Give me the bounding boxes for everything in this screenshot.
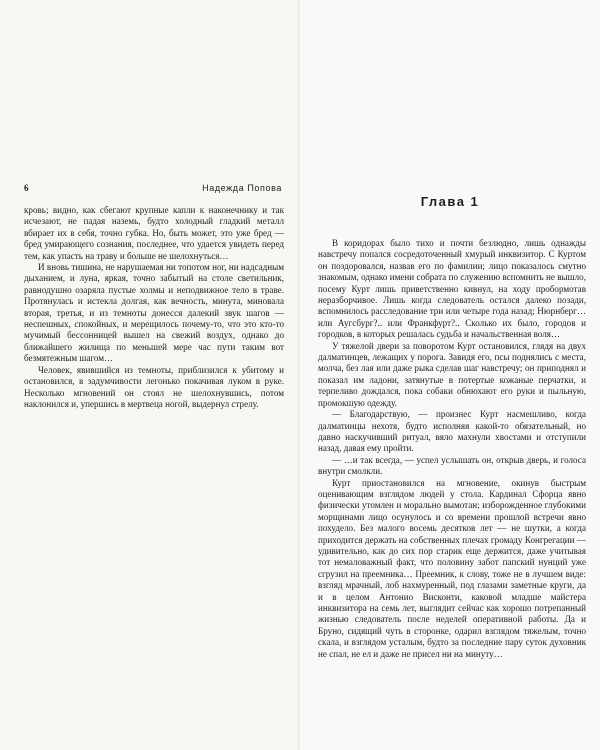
chapter-title: Глава 1 <box>420 194 480 209</box>
paragraph: У тяжелой двери за поворотом Курт остановился, глядя на двух далматинцев, лежащих у порога. Завидя его, псы поднялись с места, молча, без лая или даже рыка сделав шаг навстречу; он приподнял и показал им ладони, затянутые в потертые кожаные перчатки, и терпеливо дождался, пока собаки обнюхают его руки и пыльную, промокшую одежду. <box>318 340 586 408</box>
paragraph: Человек, явившийся из темноты, приблизился к убитому и остановился, в задумчивости легонько покачивая луком в руке. Несколько мгновений он стоял не шелохнувшись, потом наклонился и, упершись в мертвеца ногой, выдернул стрелу. <box>24 364 284 409</box>
paragraph: — …и так всегда, — успел услышать он, открыв дверь, и голоса внутри смолкли. <box>318 454 586 477</box>
running-head <box>24 183 282 197</box>
paragraph: В коридорах было тихо и почти безлюдно, лишь однажды навстречу попался сосредоточенный хмурый инквизитор. С Куртом он поздоровался, назвав его по фамилии; лицо показалось смутно знакомым, однако имени собрата по служению вспомнить не вышло, посему Курт лишь приветственно кивнул, на ходу пробормотав неразборчивое. Лишь когда следователь остался далеко позади, вспомнилось расследование три или четыре года назад; Нюрнберг… или Аугсбург?.. или Франкфурт?.. Сколько их было, городов и городков, в которых решалась судьба и начальственная воля… <box>318 238 586 340</box>
running-title: Надежда Попова <box>202 183 282 193</box>
paragraph: — Благодарствую, — произнес Курт насмешливо, когда далматинцы нехотя, будто исполняя какой-то обязательный, но давно наскучивший ритуал, вяло махнули хвостами и отступили назад, давая ему пройти. <box>318 409 586 454</box>
paragraph: Курт приостановился на мгновение, окинув быстрым оценивающим взглядом людей у стола. Кардинал Сфорца явно физически утомлен и морально вымотан; изборожденное глубокими морщинами лицо осунулось и со времени прошлой встречи явно похудело. Без малого восемь десятков лет — не шутки, а когда приходится держать на собственных плечах громаду Конгрегации — удивительно, как до сих пор старик еще держится, даже учитывая тот немаловажный факт, что половину забот папский нунций уже сгрузил на преемника… Преемник, к слову, тоже не в лучшем виде: взгляд мрачный, лоб нахмуренный, под глазами заметные круги, да и в целом Антонио Висконти, каковой младше майстера инквизитора на семь лет, выглядит сейчас как хорошо потрепанный жизнью следователь после неделей оперативной работы. Да и Бруно, сидящий чуть в сторонке, одарил взглядом тяжелым, точно скала, и взглядом усталым, будто за последние пару суток духовник не спал, не ел и даже не присел ни на минуту… <box>318 477 586 659</box>
paragraph: кровь; видно, как сбегают крупные капли к наконечнику и так исчезают, не падая наземь, будто холодный гладкий металл вбирает их в себя, точно губка. Но, быть может, это уже бред — бред умирающего сознания, последнее, что удается увидеть перед тем, как упасть на траву и больше не шелохнуться… <box>24 205 284 261</box>
right-page <box>300 0 600 750</box>
paragraph: И вновь тишина, не нарушаемая ни топотом ног, ни надсадным дыханием, и луна, яркая, точно забытый на столе светильник, равнодушно озаряла пустые холмы и неподвижное тело в траве. Протянулась и истекла долгая, как вечность, минута, миновала вторая, третья, и из темноты донесся далекий звук шагов — неспешных, спокойных, и мерещилось почему-то, что это кто-то мучимый бессонницей вышел на свежий воздух, однако до ближайшего жилища по меньшей мере час пути таким вот безмятежным шагом… <box>24 262 284 364</box>
left-page-text <box>24 205 284 410</box>
page-number: 6 <box>24 183 29 193</box>
right-page-text <box>318 238 586 660</box>
